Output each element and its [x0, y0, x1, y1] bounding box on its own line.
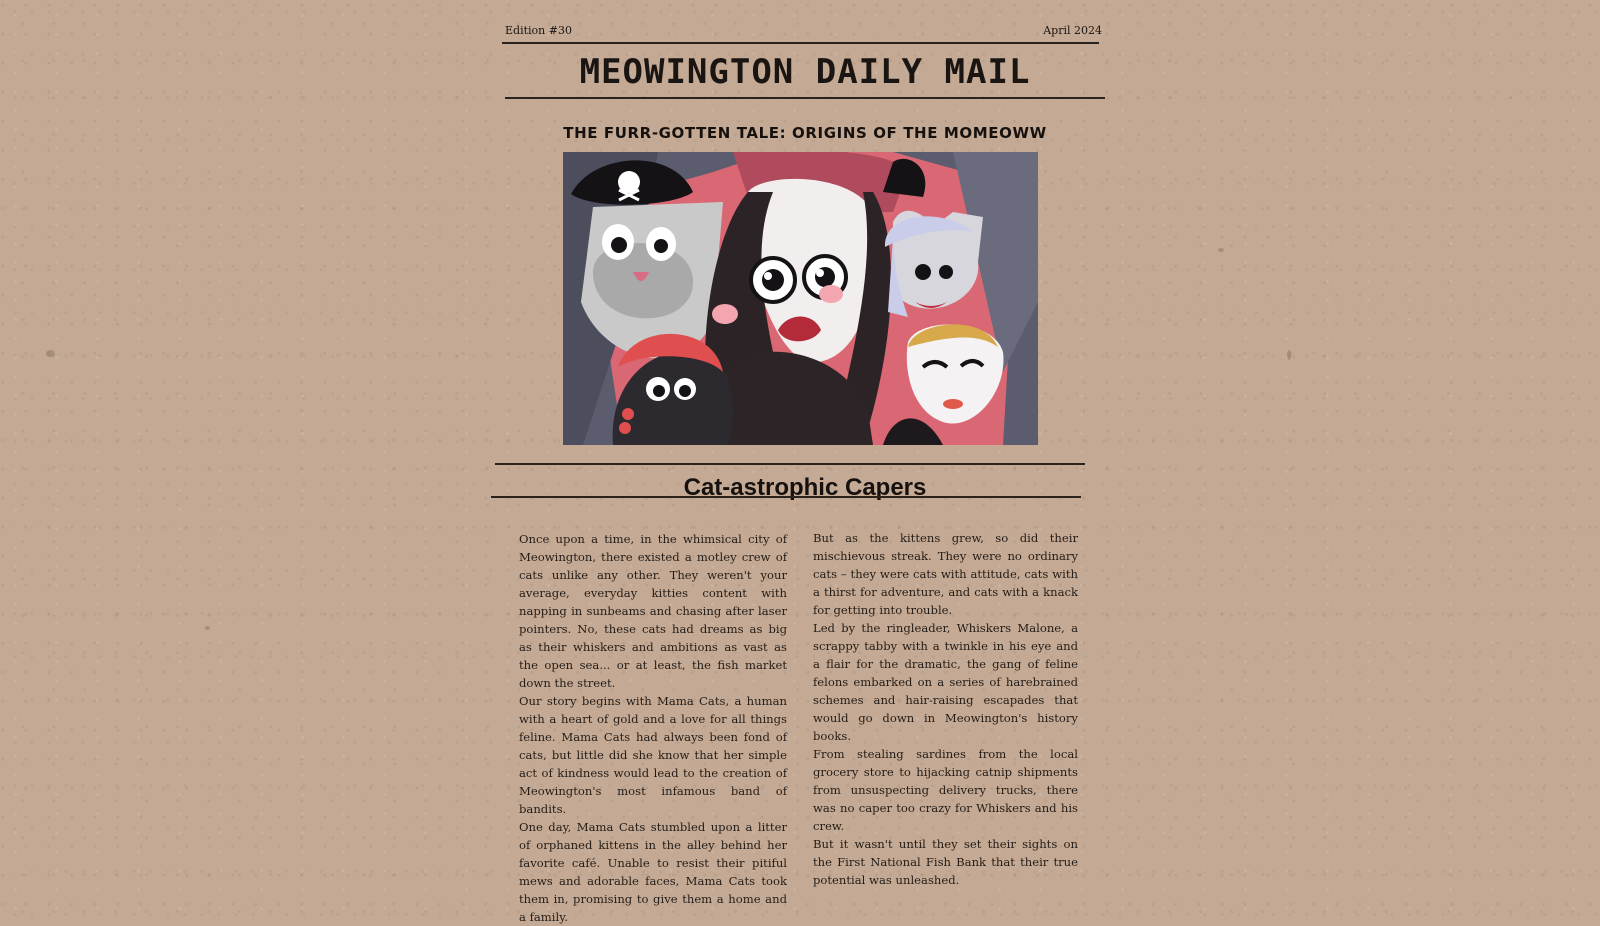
article-paragraph: Once upon a time, in the whimsical city of Meowington, there existed a motley crew of cats unlike any other. They weren't your average, everyday kitties content with napping in sunbeams and chasing after laser pointers. No, these cats had dreams as big as their whiskers and ambitions as vast as the open sea... or at least, the fish market down the street. [519, 532, 787, 690]
article-paragraph: Our story begins with Mama Cats, a human with a heart of gold and a love for all things feline. Mama Cats had always been fond of cats, but little did she know that her simple act of kindness would lead to the creation of Meowington's most infamous band of bandits. [519, 694, 787, 816]
paper-fleck [46, 350, 55, 357]
paper-fleck [1218, 248, 1224, 252]
article-headline: THE FURR-GOTTEN TALE: ORIGINS OF THE MOMEOWW [563, 124, 1047, 142]
article-column-right [813, 529, 1078, 889]
article-paragraph: From stealing sardines from the local grocery store to hijacking catnip shipments from unsuspecting delivery trucks, there was no caper too crazy for Whiskers and his crew. [813, 747, 1078, 833]
publication-date: April 2024 [1043, 24, 1102, 37]
section-top-rule [495, 463, 1085, 465]
masthead-top-rule [502, 42, 1099, 44]
article-paragraph: One day, Mama Cats stumbled upon a litter of orphaned kittens in the alley behind her favorite café. Unable to resist their pitiful mews and adorable faces, Mama Cats took them in, promising to give them a home and a family. [519, 820, 787, 924]
article-column-left [519, 530, 787, 926]
section-title: Cat-astrophic Capers [683, 474, 927, 501]
masthead-bottom-rule [505, 97, 1105, 99]
article-paragraph: But as the kittens grew, so did their mischievous streak. They were no ordinary cats – they were cats with attitude, cats with a thirst for adventure, and cats with a knack for getting into trouble. [813, 531, 1078, 617]
cat-crew-illustration [563, 152, 1038, 445]
newspaper-masthead: MEOWINGTON DAILY MAIL [579, 52, 1031, 92]
edition-number: Edition #30 [505, 24, 572, 37]
paper-fleck [1287, 350, 1291, 360]
newspaper-page [495, 0, 1105, 924]
paper-fleck [205, 626, 210, 630]
article-paragraph: But it wasn't until they set their sights on the First National Fish Bank that their true potential was unleashed. [813, 837, 1078, 887]
section-bottom-rule [491, 496, 1081, 498]
edition-bar [505, 24, 1102, 37]
article-paragraph: Led by the ringleader, Whiskers Malone, a scrappy tabby with a twinkle in his eye and a flair for the dramatic, the gang of feline felons embarked on a series of harebrained schemes and hair-raising escapades that would go down in Meowington's history books. [813, 621, 1078, 743]
